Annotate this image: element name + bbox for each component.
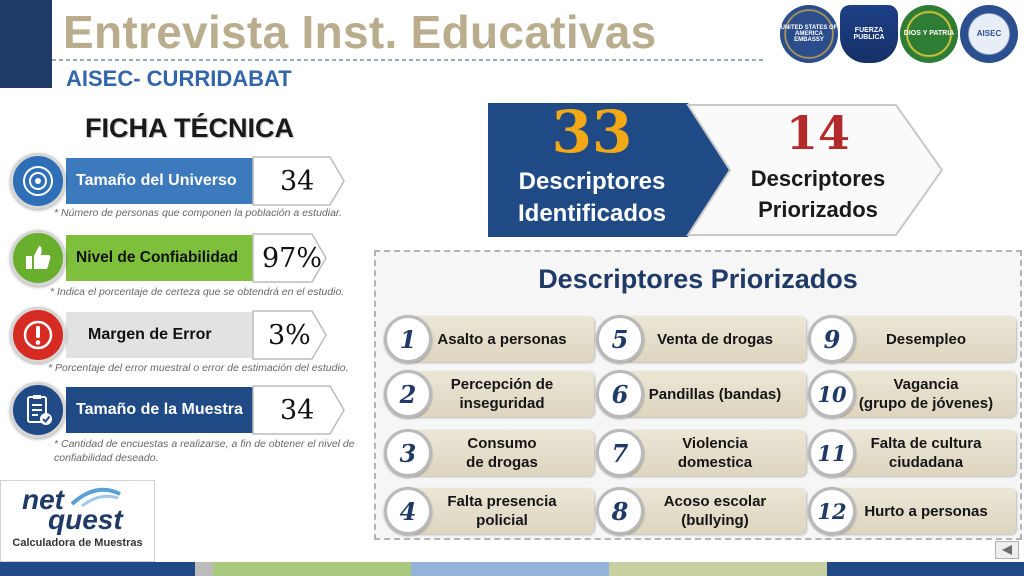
seal-text: AISEC [976,28,1002,38]
universe-size-note: * Número de personas que componen la población a estudiar. [54,207,342,219]
descriptor-text-line1: Violencia [682,435,748,452]
identified-label-line2: Identificados [517,200,667,227]
us-embassy-seal-icon [780,5,838,63]
descriptor-text-line2: policial [476,512,528,529]
descriptor-number: 7 [596,429,644,477]
descriptor-item [624,316,806,362]
target-icon [10,153,66,209]
logo-quest-text: quest [48,504,123,535]
descriptor-text-line2: domestica [677,454,753,471]
descriptor-text-line1: Pandillas (bandas) [648,385,782,403]
descriptor-text-line1: Vagancia [893,376,959,393]
confidence-level-bar [66,235,256,281]
descriptor-item [410,316,594,362]
descriptor-item [836,316,1016,362]
fuerza-publica-badge-icon [840,5,898,63]
seal-text: DIOS Y PATRIA [903,30,955,38]
error-margin-bar [66,312,256,358]
descriptor-number: 5 [596,315,644,363]
header-divider [52,59,764,61]
page-title: Entrevista Inst. Educativas [63,6,657,58]
descriptor-number: 9 [808,315,856,363]
seal-text: FUERZA PUBLICA [853,26,885,41]
descriptor-text-line1: Hurto a personas [864,502,988,520]
exclamation-icon [10,307,66,363]
error-margin-label: Margen de Error [88,326,212,343]
universe-size-label: Tamaño del Universo [76,172,237,189]
descriptor-number: 1 [384,315,432,363]
identified-label-line1: Descriptores [518,168,666,195]
universe-size-bar [66,158,256,204]
descriptor-text-line1: Falta de cultura [870,435,982,452]
descriptor-item [410,488,594,534]
descriptor-number: 8 [596,487,644,535]
header-accent-block [0,0,52,88]
identified-count: 33 [551,98,633,166]
logo-net-text: net [22,484,64,515]
descriptor-text-line2: de drogas [466,454,538,471]
descriptor-text-line2: (grupo de jóvenes) [858,395,994,412]
error-margin-value: 3% [268,319,311,351]
back-arrow-icon[interactable] [995,541,1019,559]
descriptor-number: 4 [384,487,432,535]
descriptor-item [624,371,806,417]
sample-size-note: * Cantidad de encuestas a realizarse, a fin de obtener el nivel de confiabilidad deseado. [54,438,355,465]
prioritized-count: 14 [785,106,850,160]
footer-strip [0,562,1024,576]
descriptor-number: 3 [384,429,432,477]
descriptor-text-line2: inseguridad [459,395,545,412]
descriptor-number: 12 [808,487,856,535]
descriptor-item [624,430,806,476]
descriptor-number: 11 [808,429,856,477]
police-shield-icon [900,5,958,63]
sample-size-value: 34 [280,394,315,426]
checklist-icon [10,382,66,438]
prioritized-label [708,163,928,225]
prioritized-label-line2: Priorizados [758,197,878,222]
prioritized-label-line1: Descriptores [750,166,886,191]
sample-size-label: Tamaño de la Muestra [76,401,243,418]
descriptor-text-line1: Percepción de [450,376,554,393]
prioritized-descriptors-title: Descriptores Priorizados [538,264,858,294]
universe-size-value: 34 [280,165,315,197]
descriptor-item [836,371,1016,417]
descriptor-text-line1: Consumo [467,435,537,452]
sample-size-bar [66,387,256,433]
descriptor-number: 6 [596,370,644,418]
descriptor-item [624,488,806,534]
seal-text: UNITED STATES OF AMERICA EMBASSY [780,24,838,44]
descriptor-text-line2: (bullying) [681,512,749,529]
ficha-tecnica-title: FICHA TÉCNICA [85,113,294,143]
confidence-level-value: 97% [262,242,323,274]
descriptor-item [836,488,1016,534]
aisec-seal-icon [960,5,1018,63]
descriptor-text-line1: Acoso escolar [663,493,767,510]
descriptor-text-line1: Asalto a personas [437,330,567,348]
descriptor-number: 10 [808,370,856,418]
descriptor-number: 2 [384,370,432,418]
identified-label [488,166,696,230]
descriptor-item [410,371,594,417]
descriptor-text-line2: ciudadana [888,454,964,471]
confidence-level-label: Nivel de Confiabilidad [76,249,238,266]
confidence-level-note: * Indica el porcentaje de certeza que se obtendrá en el estudio. [50,286,345,298]
descriptor-text-line1: Venta de drogas [657,330,773,348]
descriptor-item [836,430,1016,476]
descriptor-item [410,430,594,476]
descriptor-text-line1: Desempleo [885,330,967,348]
page-subtitle: AISEC- CURRIDABAT [66,66,292,91]
descriptor-text-line1: Falta presencia [447,493,557,510]
thumbs-up-icon [10,230,66,286]
error-margin-note: * Porcentaje del error muestral o error de estimación del estudio. [48,362,349,374]
logo-caption: Calculadora de Muestras [12,537,143,549]
